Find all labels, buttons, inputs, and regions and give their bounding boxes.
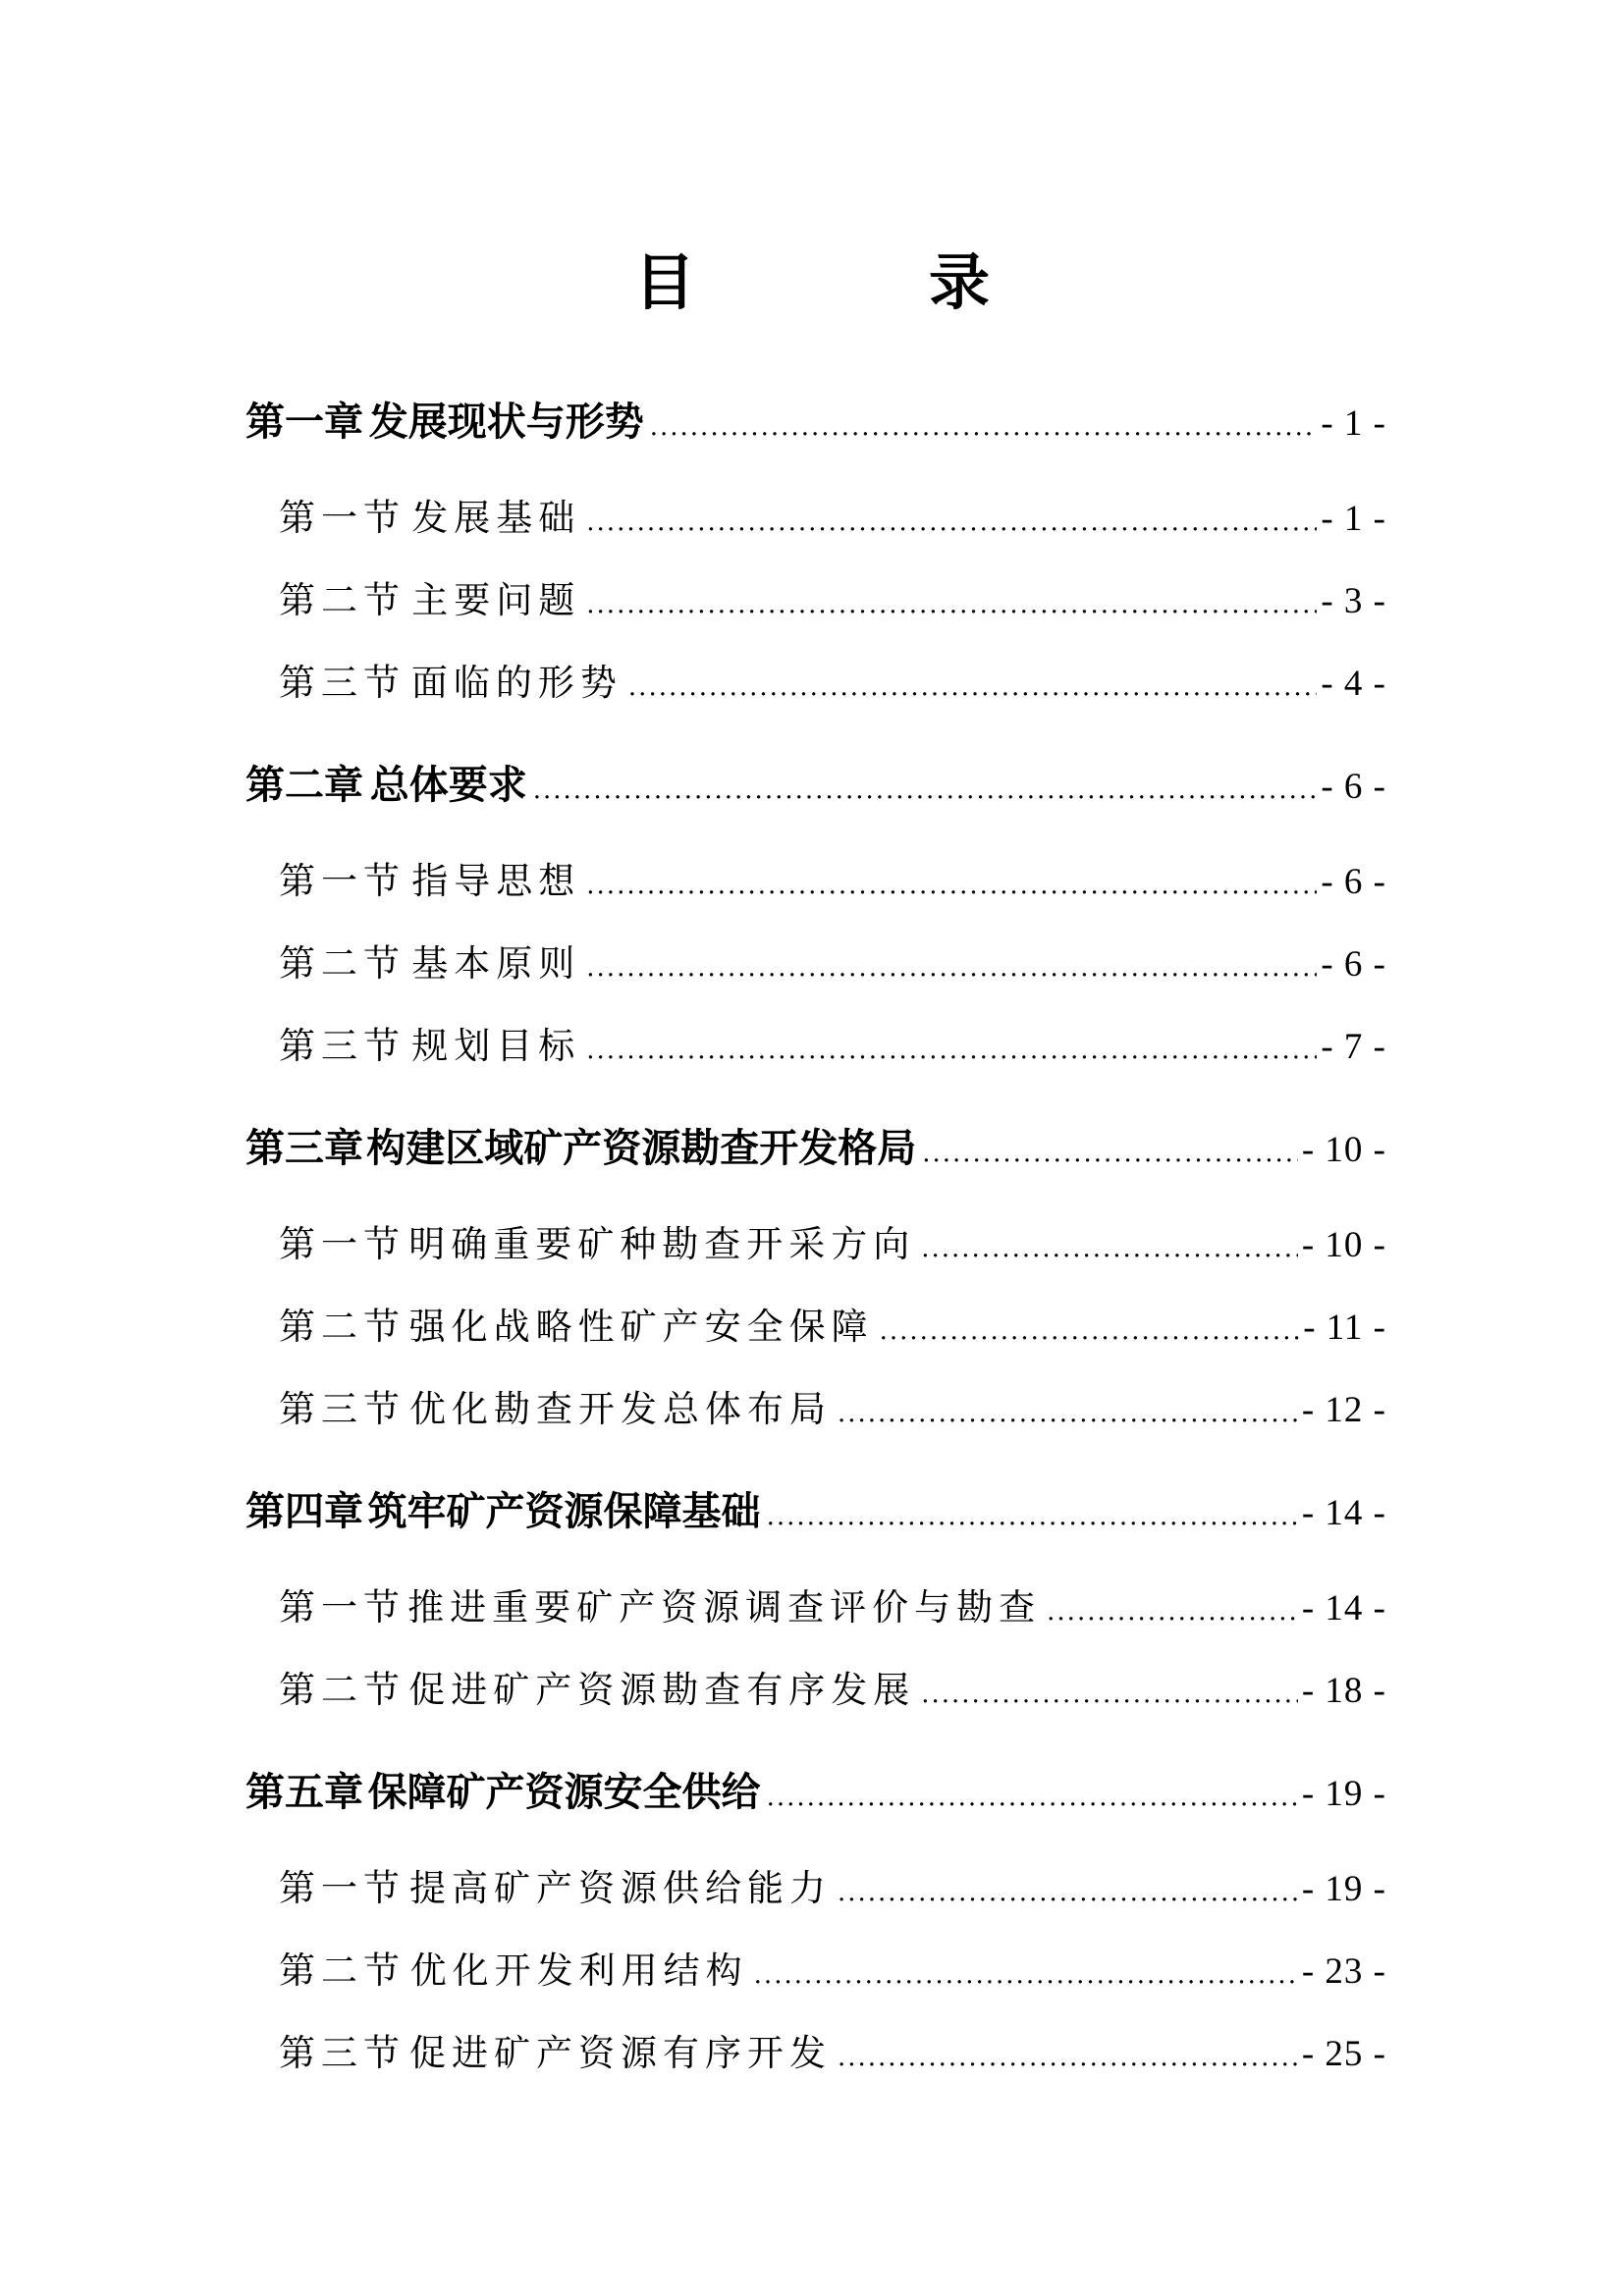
toc-dot-leader [586, 579, 1317, 630]
toc-chapter-number: 第五章 [245, 1769, 363, 1815]
toc-section-number: 第一节 [279, 1867, 406, 1909]
toc-section-number: 第三节 [279, 1388, 406, 1430]
toc-page-number: - 3 - [1321, 581, 1386, 621]
toc-page-number: - 25 - [1301, 2034, 1386, 2074]
toc-section-title: 明确重要矿种勘查开采方向 [408, 1223, 916, 1265]
toc-section-title: 面临的形势 [410, 662, 623, 704]
toc-section-2-2[interactable] [279, 938, 1386, 989]
toc-section-5-3[interactable] [279, 2028, 1386, 2079]
toc-section-5-1[interactable] [279, 1863, 1386, 1914]
toc-page-number: - 4 - [1321, 664, 1386, 704]
toc-section-title: 基本原则 [411, 942, 581, 985]
toc-section-title: 促进矿产资源有序开发 [408, 2032, 832, 2074]
toc-page-number: - 1 - [1321, 403, 1386, 444]
toc-dot-leader [922, 1126, 1298, 1181]
toc-section-number: 第一节 [279, 1586, 406, 1629]
toc-chapter-number: 第三章 [245, 1125, 363, 1171]
toc-dot-leader [650, 400, 1318, 454]
toc-chapter-title: 保障矿产资源安全供给 [367, 1769, 761, 1815]
toc-section-number: 第二节 [279, 942, 406, 985]
page-title: 目 录 [633, 246, 1076, 318]
toc-section-title: 优化勘查开发总体布局 [408, 1388, 832, 1430]
toc-page-number: - 6 - [1321, 767, 1386, 807]
toc-chapter-5[interactable] [245, 1765, 1386, 1820]
toc-page-number: - 10 - [1301, 1130, 1386, 1170]
toc-page-number: - 14 - [1301, 1588, 1386, 1629]
toc-dot-leader [838, 1388, 1298, 1439]
toc-page-number: - 14 - [1301, 1493, 1386, 1533]
toc-section-number: 第一节 [279, 1223, 406, 1265]
toc-page-number: - 10 - [1301, 1225, 1386, 1265]
toc-section-number: 第一节 [279, 497, 406, 539]
toc-dot-leader [921, 1223, 1298, 1274]
toc-dot-leader [586, 942, 1317, 993]
toc-chapter-4[interactable] [245, 1484, 1386, 1539]
toc-section-2-1[interactable] [279, 856, 1386, 907]
toc-section-2-3[interactable] [279, 1021, 1386, 1072]
toc-dot-leader [767, 1770, 1298, 1825]
toc-page-number: - 12 - [1301, 1390, 1386, 1430]
toc-page-number: - 6 - [1321, 944, 1386, 985]
toc-section-number: 第三节 [279, 662, 406, 704]
toc-section-3-2[interactable] [279, 1302, 1386, 1353]
toc-chapter-3[interactable] [245, 1121, 1386, 1176]
toc-dot-leader [838, 2032, 1298, 2083]
toc-section-title: 指导思想 [411, 860, 581, 902]
toc-chapter-number: 第二章 [245, 762, 363, 808]
toc-dot-leader [586, 497, 1317, 548]
toc-section-number: 第三节 [279, 1025, 406, 1067]
toc-section-number: 第一节 [279, 860, 406, 902]
toc-section-1-1[interactable] [279, 493, 1386, 544]
toc-section-title: 优化开发利用结构 [409, 1949, 748, 1992]
toc-dot-leader [628, 662, 1317, 713]
toc-page-number: - 23 - [1301, 1951, 1386, 1992]
toc-section-number: 第二节 [279, 1949, 406, 1992]
toc-page-number: - 7 - [1321, 1027, 1386, 1067]
toc-page-number: - 11 - [1303, 1308, 1386, 1348]
toc-page-number: - 19 - [1301, 1774, 1386, 1814]
toc-section-1-3[interactable] [279, 658, 1386, 709]
toc-section-3-1[interactable] [279, 1219, 1386, 1270]
toc-section-number: 第二节 [279, 1306, 406, 1348]
toc-dot-leader [880, 1306, 1300, 1357]
toc-page-number: - 1 - [1321, 499, 1386, 539]
toc-page-number: - 18 - [1301, 1671, 1386, 1711]
toc-chapter-title: 发展现状与形势 [368, 399, 644, 445]
toc-section-title: 规划目标 [411, 1025, 581, 1067]
toc-section-title: 提高矿产资源供给能力 [408, 1867, 832, 1909]
toc-dot-leader [1047, 1586, 1298, 1637]
toc-section-4-2[interactable] [279, 1665, 1386, 1716]
toc-chapter-number: 第一章 [245, 399, 363, 445]
toc-section-title: 促进矿产资源勘查有序发展 [408, 1669, 916, 1711]
toc-dot-leader [921, 1669, 1298, 1720]
toc-section-4-1[interactable] [279, 1582, 1386, 1633]
toc-dot-leader [586, 860, 1317, 911]
toc-section-number: 第二节 [279, 1669, 406, 1711]
toc-dot-leader [838, 1867, 1298, 1918]
toc-dot-leader [767, 1489, 1298, 1544]
toc-page-number: - 6 - [1321, 862, 1386, 902]
toc-chapter-title: 筑牢矿产资源保障基础 [367, 1488, 761, 1534]
toc-page-number: - 19 - [1301, 1869, 1386, 1909]
toc-dot-leader [754, 1949, 1298, 2001]
toc-section-title: 发展基础 [411, 497, 581, 539]
toc-section-number: 第三节 [279, 2032, 406, 2074]
toc-section-1-2[interactable] [279, 575, 1386, 626]
toc-section-title: 推进重要矿产资源调查评价与勘查 [407, 1586, 1042, 1629]
toc-chapter-number: 第四章 [245, 1488, 363, 1534]
toc-section-5-2[interactable] [279, 1946, 1386, 1997]
toc-section-number: 第二节 [279, 579, 406, 621]
toc-chapter-1[interactable] [245, 395, 1386, 450]
toc-chapter-title: 总体要求 [369, 762, 527, 808]
toc-dot-leader [586, 1025, 1317, 1076]
toc-section-3-3[interactable] [279, 1384, 1386, 1435]
toc-section-title: 强化战略性矿产安全保障 [408, 1306, 874, 1348]
toc-chapter-title: 构建区域矿产资源勘查开发格局 [366, 1125, 917, 1171]
toc-dot-leader [533, 763, 1318, 818]
toc-section-title: 主要问题 [411, 579, 581, 621]
toc-chapter-2[interactable] [245, 758, 1386, 813]
